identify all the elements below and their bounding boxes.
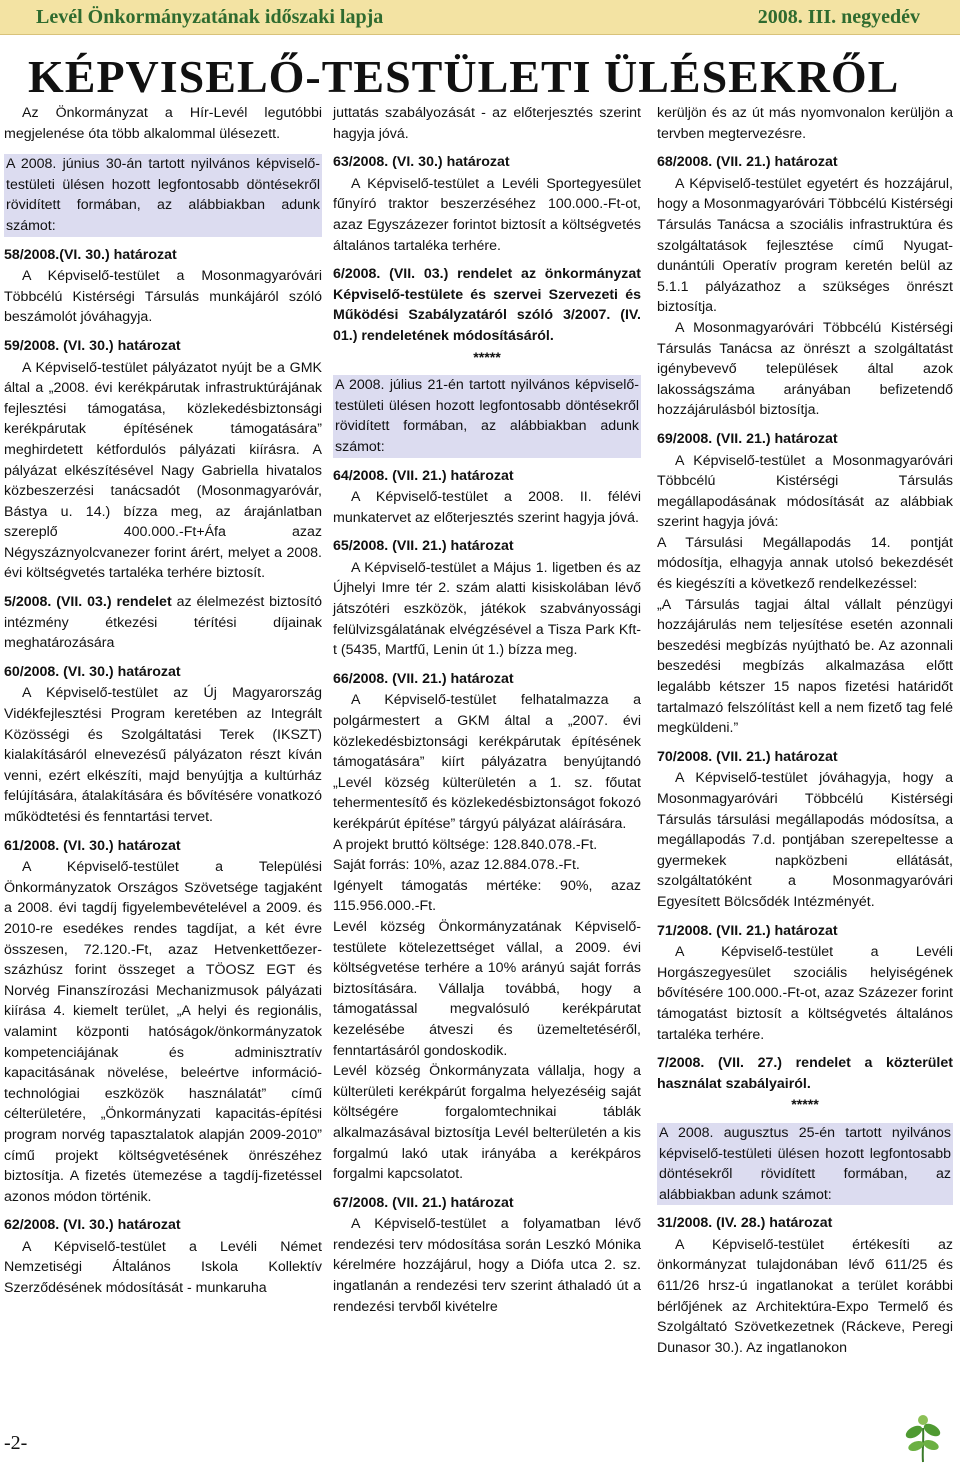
issue-period: 2008. III. negyedév bbox=[757, 6, 920, 28]
resolution-60-heading: 60/2008. (VI. 30.) határozat bbox=[4, 663, 181, 680]
resolution-69-quote: „A Társulás tagjai által vállalt pénzügyi hozzájárulás nem teljesítése esetén azonnali beszedési megbízás nyújtható be. Az azonnali beszedési megbízás alkalmazása előtt legalább kétszer 15 napos fizetési határidőt tartalmazó felszólítást kell a nem fizető tag felé megküldeni.” bbox=[657, 596, 953, 737]
decree-7-heading: 7/2008. (VII. 27.) rendelet a közterület használat szabályairól. bbox=[657, 1055, 953, 1092]
commitment-text: Levél község Önkormányzatának Képviselő-testülete kötelezettséget vállal, a 2009. évi költségvetése terhére a 10% arányú saját forrás biztosítására. Vállalja továbbá, hogy a támogatással megvalósuló kerékpárutat kezelésébe átveszi és üzemeltetéséről, fenntartásáról gondoskodik. bbox=[333, 918, 641, 1059]
august-session-paragraph: A 2008. augusztus 25-én tartott nyilvános képviselő-testületi ülésen hozott legfontosabb döntésekről rövidített formában, az alábbiakban adunk számot: bbox=[657, 1123, 953, 1205]
resolution-31-text: A Képviselő-testület értékesíti az önkormányzat tulajdonában lévő 611/25 és 611/26 hrsz-ú ingatlanokat a terület korábbi bérlőjének az Architektúra-Expo Termelő és Szolgáltató Szövetkezetnek (Ráckeve, Peregi Dunasor 30.). Az ingatlanokon bbox=[657, 1236, 953, 1356]
page-header bbox=[0, 0, 960, 35]
resolution-63-heading: 63/2008. (VI. 30.) határozat bbox=[333, 154, 510, 171]
resolution-60-text: A Képviselő-testület az Új Magyarország Vidékfejlesztési Program keretében az Integrált Közösségi és Szolgáltatási Terek (IKSZT) kialakításáról elnevezésű pályázaton részt kíván venni, ezért elkészíti, majd benyújtja a kultúrház felújítására, átalakítására és bővítésére vonatkozó működtetési és fenntartási tervet. bbox=[4, 685, 322, 825]
section-banner: KÉPVISELŐ-TESTÜLETI ÜLÉSEKRŐL bbox=[28, 51, 900, 102]
resolution-69-text: A Képviselő-testület a Mosonmagyaróvári Többcélú Kistérségi Társulás megállapodásának módosítását az alábbiak szerint hagyja jóvá: bbox=[657, 452, 953, 531]
requested-support: Igényelt támogatás mértéke: 90%, azaz 115.956.000.-Ft. bbox=[333, 877, 641, 915]
continued-text: juttatás szabályozását - az előterjesztés szerint hagyja jóvá. bbox=[333, 105, 641, 142]
resolution-61-heading: 61/2008. (VI. 30.) határozat bbox=[4, 837, 181, 854]
resolution-67-text: A Képviselő-testület a folyamatban lévő rendezési terv módosítása során Leszkó Mónika kérelmére hozzájárul, hogy a Diófa utca 2. sz. ingatlanán a rendezési terv szerint áthaladó út a rendezési tervből kivételre bbox=[333, 1216, 641, 1315]
resolution-68-heading: 68/2008. (VII. 21.) határozat bbox=[657, 154, 838, 171]
resolution-65-text: A Képviselő-testület a Május 1. ligetben és az Újhelyi Imre tér 2. szám alatti kisiskolában lévő játszótéri eszközök, játékok szabványossági felülvizsgálatának elvégzésével a Tisza Park Kft-t (5435, Martfű, Lenin út 1.) bízza meg. bbox=[333, 559, 641, 659]
resolution-70-heading: 70/2008. (VII. 21.) határozat bbox=[657, 748, 838, 765]
resolution-64-heading: 64/2008. (VII. 21.) határozat bbox=[333, 467, 514, 484]
intro-paragraph: Az Önkormányzat a Hír-Levél legutóbbi megjelenése óta több alkalommal ülésezett. bbox=[4, 105, 322, 142]
resolution-31-heading: 31/2008. (IV. 28.) határozat bbox=[657, 1215, 833, 1232]
decree-5-text: az élelmezést biztosító intézmény étkezési térítési díjainak meghatározására bbox=[4, 594, 322, 652]
resolution-66-heading: 66/2008. (VII. 21.) határozat bbox=[333, 670, 514, 687]
resolution-59-text: A Képviselő-testület pályázatot nyújt be a GMK által a „2008. évi kerékpárutak infrastruktúrájának fejlesztési támogatása, közlekedésbiztonsági kerékpárutak építésének támogatására” meghirdetett kétfordulós pályázati kiírásra. A pályázat elkészítésével Nagy Gabriella hivatalos közbeszerzési tanácsadót (Mosonmagyaróvár, Bástya u. 14.) bízza meg, az árajánlatban szereplő 400.000.-Ft+Áfa azaz Négyszáznyolcvanezer forint árért, melyet a 2008. évi költségvetés tartaléka terhére biztosít. bbox=[4, 359, 322, 582]
column-2 bbox=[333, 103, 641, 1324]
resolution-68-text-2: A Mosonmagyaróvári Többcélú Kistérségi Társulás Tanácsa az önrészt a szolgáltatást igénybevevő települések által azok lakosságszáma arányában befizetendő hozzájárulásból biztosítja. bbox=[657, 319, 953, 419]
resolution-58-heading: 58/2008.(VI. 30.) határozat bbox=[4, 246, 177, 263]
june-session-paragraph: A 2008. június 30-án tartott nyilvános képviselő-testületi ülésen hozott legfontosabb döntésekről rövidített formában, az alábbiakban adunk számot: bbox=[4, 154, 322, 236]
resolution-67-heading: 67/2008. (VII. 21.) határozat bbox=[333, 1194, 514, 1211]
resolution-66-text: A Képviselő-testület felhatalmazza a polgármestert a GKM által a „2007. évi közlekedésbiztonsági kerékpárutak építésének támogatására” kiírt pályázatra benyújtandó „Levél község külterületén a 1. sz. főutat tehermentesítő és közlekedésbiztonságot fokozó kerékpárút építése” tárgyú pályázat aláírására. bbox=[333, 692, 641, 832]
separator-stars: ***** bbox=[791, 1097, 819, 1114]
resolution-61-text: A Képviselő-testület a Települési Önkormányzatok Országos Szövetsége tagjaként a 2008. évi tagdíj figyelembevételével a 2009. és 2010-re esedékes rendes tagdíjat, a két évre összesen, 72.120.-Ft, azaz Hetvenkettőezer-százhúsz forint összeget a TÖOSZ EGT és Norvég Finanszírozási Mechanizmusok pályázati kiírása 4. kiemelt terület, „A helyi és regionális, valamint központi hatóságok/önkormányzatok kompetenciájának és adminisztratív kapacitásának növelése, beleértve információ-technológiai eszközök használatát” című célterületére, „Önkormányzati kapacitás-építési program norvég tapasztalatok alapján 2009-2010” című projekt költségvetésének önrészéhez biztosítja. A fizetés ütemezése a tagdíj-fizetéssel azonos módon történik. bbox=[4, 859, 322, 1205]
project-cost: A projekt bruttó költsége: 128.840.078.-Ft. bbox=[333, 836, 598, 853]
resolution-58-text: A Képviselő-testület a Mosonmagyaróvári Többcélú Kistérségi Társulás munkájáról szóló beszámolót jóváhagyja. bbox=[4, 268, 322, 326]
column-1 bbox=[4, 103, 322, 1306]
resolution-64-text: A Képviselő-testület a 2008. II. félévi munkatervet az előterjesztés szerint hagyja jóvá. bbox=[333, 489, 641, 526]
resolution-65-heading: 65/2008. (VII. 21.) határozat bbox=[333, 538, 514, 555]
resolution-71-heading: 71/2008. (VII. 21.) határozat bbox=[657, 922, 838, 939]
publication-title: Levél Önkormányzatának időszaki lapja bbox=[36, 6, 384, 28]
resolution-70-text: A Képviselő-testület jóváhagyja, hogy a Mosonmagyaróvári Többcélú Kistérségi Társulás társulási megállapodás módosítsa, a megállapodás 7.d. pontjában szerepeltesse a gyermekek napközbeni ellátását, szolgáltatóként a Mosonmagyaróvári Egyesített Bölcsődék Intézményét. bbox=[657, 770, 953, 910]
resolution-69-text-2: A Társulási Megállapodás 14. pontját módosítja, elhagyja annak utolsó bekezdését és kiegészíti a következő rendelkezéssel: bbox=[657, 534, 953, 593]
resolution-62-text: A Képviselő-testület a Levéli Német Nemzetiségi Általános Iskola Kollektív Szerződésének módosítását - munkaruha bbox=[4, 1238, 322, 1297]
resolution-68-text: A Képviselő-testület egyetért és hozzájárul, hogy a Mosonmagyaróvári Többcélú Kistérségi Társulás Tanácsa a szociális infrastruktúra és szolgáltatások fejlesztése című Nyugat-dunántúli Operatív program keretén belül az 5.1.1 pályázathoz a szükséges önrészt biztosítja. bbox=[657, 175, 953, 316]
july-session-paragraph: A 2008. július 21-én tartott nyilvános képviselő-testületi ülésen hozott legfontosabb döntésekről rövidített formában, az alábbiakban adunk számot: bbox=[333, 375, 641, 457]
page-number: -2- bbox=[4, 1432, 28, 1454]
traffic-text: Levél község Önkormányzata vállalja, hogy a külterületi kerékpárút forgalma helyezéséig saját költségére forgalomtechnikai táblák alkalmazásával biztosítja Levél belterületén a kis forgalmú lakó utak irányába a kerékpáros forgalmi kapcsolatot. bbox=[333, 1063, 641, 1183]
resolution-63-text: A Képviselő-testület a Levéli Sportegyesület fűnyíró traktor beszerzéséhez 100.000.-Ft-ot, azaz Egyszázezer forintot biztosít a költségvetés általános tartaléka terhére. bbox=[333, 175, 641, 254]
own-funds: Saját forrás: 10%, azaz 12.884.078.-Ft. bbox=[333, 857, 580, 874]
resolution-69-heading: 69/2008. (VII. 21.) határozat bbox=[657, 430, 838, 447]
resolution-62-heading: 62/2008. (VI. 30.) határozat bbox=[4, 1217, 181, 1234]
decree-5-paragraph bbox=[4, 592, 322, 654]
decree-6-heading: 6/2008. (VII. 03.) rendelet az önkormányzat Képviselő-testülete és szervei Szervezeti és Működési Szabályzatáról szóló 3/2007. (IV. 01.) rendeletének módosításáról. bbox=[333, 266, 641, 344]
resolution-71-text: A Képviselő-testület a Levéli Horgászegyesület szociális helyiségének bővítésére 100.000.-Ft-ot, azaz Százezer forint támogatást biztosít a költségvetés általános tartaléka terhére. bbox=[657, 944, 953, 1043]
separator-stars: ***** bbox=[473, 349, 501, 366]
resolution-59-heading: 59/2008. (VI. 30.) határozat bbox=[4, 337, 181, 354]
leaf-logo-icon bbox=[898, 1410, 948, 1466]
decree-5-heading: 5/2008. (VII. 03.) rendelet bbox=[4, 594, 172, 611]
continued-text: kerüljön és az út más nyomvonalon kerüljön a tervben megtervezésre. bbox=[657, 105, 953, 142]
column-3 bbox=[657, 103, 953, 1365]
